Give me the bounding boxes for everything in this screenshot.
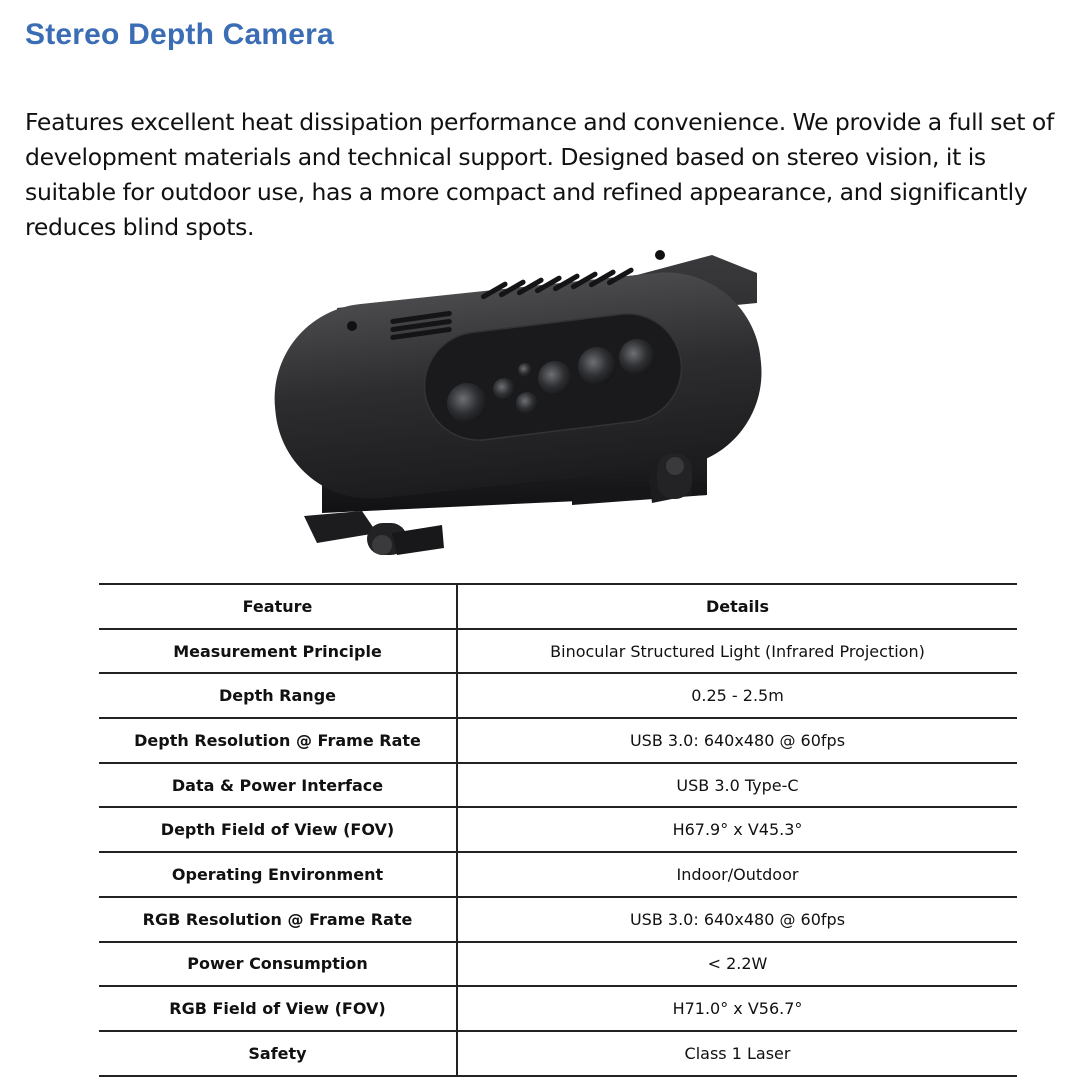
table-row — [99, 1031, 1017, 1076]
feature-cell: Depth Field of View (FOV) — [99, 807, 457, 852]
stereo-depth-camera-photo — [192, 233, 847, 580]
table-row — [99, 986, 1017, 1031]
feature-cell: RGB Field of View (FOV) — [99, 986, 457, 1031]
table-row — [99, 897, 1017, 942]
spec-table — [99, 583, 1017, 1077]
intro-paragraph: Features excellent heat dissipation performance and convenience. We provide a full set of development materials and technical support. Designed based on stereo vision, it is suitable for outdoor use, has a more compact and refined appearance, and significantly reduces blind spots. — [25, 108, 1054, 241]
details-cell: USB 3.0 Type-C — [457, 763, 1017, 808]
table-row — [99, 807, 1017, 852]
feature-cell: Depth Range — [99, 673, 457, 718]
feature-cell: Measurement Principle — [99, 629, 457, 674]
feature-cell: Safety — [99, 1031, 457, 1076]
feature-cell: Data & Power Interface — [99, 763, 457, 808]
table-row — [99, 718, 1017, 763]
feature-cell: Depth Resolution @ Frame Rate — [99, 718, 457, 763]
details-cell: USB 3.0: 640x480 @ 60fps — [457, 718, 1017, 763]
details-cell: Class 1 Laser — [457, 1031, 1017, 1076]
table-header-row — [99, 584, 1017, 629]
details-cell: H71.0° x V56.7° — [457, 986, 1017, 1031]
table-row — [99, 852, 1017, 897]
header-feature: Feature — [99, 584, 457, 629]
table-row — [99, 763, 1017, 808]
feature-cell: RGB Resolution @ Frame Rate — [99, 897, 457, 942]
details-cell: Binocular Structured Light (Infrared Projection) — [457, 629, 1017, 674]
details-cell: H67.9° x V45.3° — [457, 807, 1017, 852]
feature-cell: Operating Environment — [99, 852, 457, 897]
table-row — [99, 942, 1017, 987]
details-cell: 0.25 - 2.5m — [457, 673, 1017, 718]
page-title: Stereo Depth Camera — [25, 18, 334, 51]
table-row — [99, 629, 1017, 674]
table-row — [99, 673, 1017, 718]
details-cell: < 2.2W — [457, 942, 1017, 987]
details-cell: USB 3.0: 640x480 @ 60fps — [457, 897, 1017, 942]
header-details: Details — [457, 584, 1017, 629]
feature-cell: Power Consumption — [99, 942, 457, 987]
details-cell: Indoor/Outdoor — [457, 852, 1017, 897]
